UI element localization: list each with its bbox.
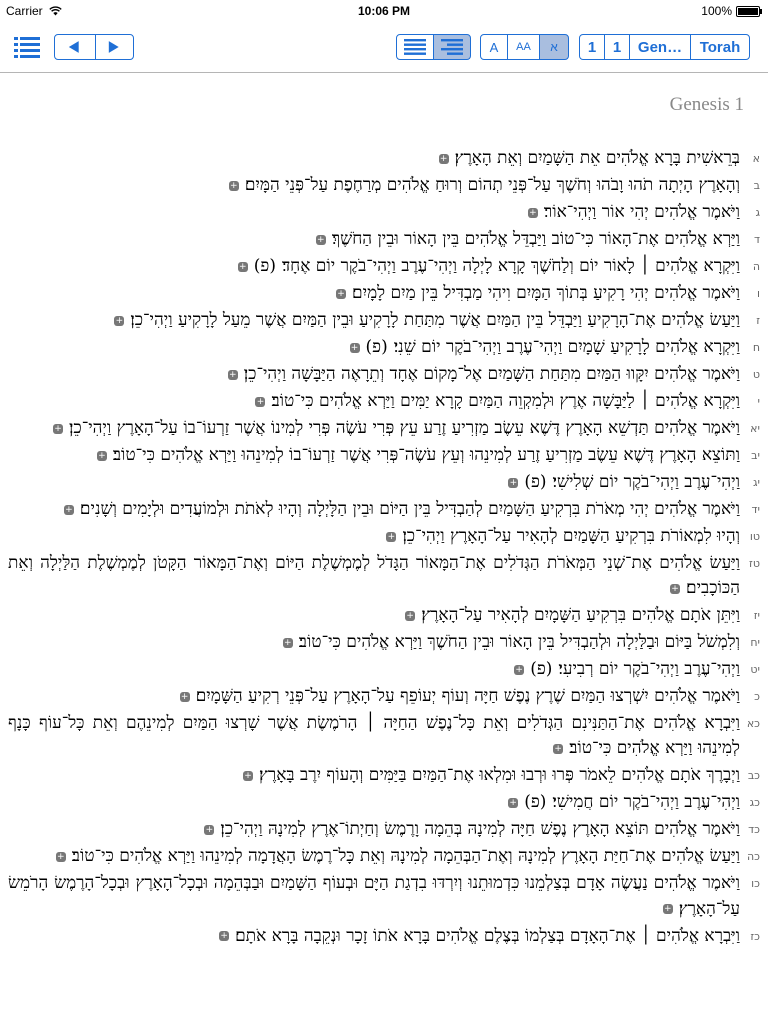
verse-number: ח	[752, 341, 760, 354]
previous-chapter-button[interactable]	[55, 35, 95, 59]
expand-commentary-icon[interactable]: +	[115, 315, 124, 326]
verse-number: יט	[750, 663, 760, 677]
verse-number: יב	[751, 449, 760, 462]
font-large-button[interactable]	[507, 34, 540, 60]
verse-row[interactable]	[8, 173, 760, 198]
verse-row[interactable]	[8, 551, 760, 601]
verse-number: יד	[751, 503, 760, 516]
petucha-marker: (פ)	[365, 337, 388, 357]
verse-number: כה	[746, 850, 760, 864]
expand-commentary-icon[interactable]: +	[98, 450, 106, 461]
expand-commentary-icon[interactable]: +	[663, 904, 672, 915]
verse-row[interactable]	[8, 711, 760, 761]
font-large-label: AA	[516, 41, 531, 53]
verse-number: כב	[747, 769, 760, 783]
expand-commentary-icon[interactable]: +	[317, 234, 325, 245]
verse-row[interactable]	[8, 227, 760, 252]
verse-row[interactable]	[8, 497, 760, 522]
verse-number: כג	[749, 796, 760, 810]
verse-text: וַיְהִי־עֶרֶב וַיְהִי־בֹקֶר יוֹם שְׁלִישִׁי׃	[552, 472, 740, 492]
verse-text: וַיִּבְרָא אֱלֹהִים אֶת־הַתַּנִּינִם הַגְּדֹלִים וְאֵת כָּל־נֶפֶשׁ הַחַיָּה ׀ הָרֹמֶשֶׂת אֲשֶׁר שָׁרְצוּ הַמַּיִם לְמִינֵהֶם וְאֵת כָּל־עוֹף כָּנָף לְמִינֵהוּ וַיַּרְא אֱלֹהִים כִּי־טוֹב׃	[8, 713, 740, 759]
carrier-label: Carrier	[6, 4, 43, 18]
verse-number: כז	[750, 929, 760, 943]
verse-number: יא	[750, 422, 760, 435]
battery-indicator	[701, 4, 760, 18]
verse-number: 1	[612, 38, 622, 56]
verse-text: וַיְהִי־עֶרֶב וַיְהִי־בֹקֶר יוֹם רְבִיעִי׃	[558, 659, 740, 680]
verse-text: וַיִּקְרָא אֱלֹהִים ׀ לַיַּבָּשָׁה אֶרֶץ וּלְמִקְוֵה הַמַּיִם קָרָא יַמִּים וַיַּרְא אֱלֹהִים כִּי־טוֹב׃	[271, 391, 740, 411]
expand-commentary-icon[interactable]: +	[387, 531, 396, 542]
verse-row[interactable]	[8, 817, 760, 842]
verse-text: וַיַּעַשׂ אֱלֹהִים אֶת־הָרָקִיעַ וַיַּבְדֵּל בֵּין הַמַּיִם אֲשֶׁר מִתַּחַת לָרָקִיעַ וּבֵין הַמַּיִם אֲשֶׁר מֵעַל לָרָקִיעַ וַיְהִי־כֵן׃	[130, 310, 740, 330]
align-right-button[interactable]	[433, 34, 471, 60]
verse-list	[8, 146, 760, 951]
verse-number: ג	[755, 206, 760, 219]
expand-commentary-icon[interactable]: +	[283, 637, 292, 648]
book-name: Gen…	[637, 38, 683, 56]
verse-row[interactable]	[8, 335, 760, 360]
verse-row[interactable]	[8, 416, 760, 441]
verse-text: וַתּוֹצֵא הָאָרֶץ דֶּשֶׁא עֵשֶׂב מַזְרִיעַ זֶרַע לְמִינֵהוּ וְעֵץ עֹשֶׂה־פְּרִי אֲשֶׁר זַרְעוֹ־בוֹ לְמִינֵהוּ וַיַּרְא אֱלֹהִים כִּי־טוֹב׃	[112, 445, 740, 465]
verse-text: וַיַּרְא אֱלֹהִים אֶת־הָאוֹר כִּי־טוֹב וַיַּבְדֵּל אֱלֹהִים בֵּין הָאוֹר וּבֵין הַחֹשֶׁךְ׃	[331, 229, 740, 249]
verse-text: וַיֹּאמֶר אֱלֹהִים תּוֹצֵא הָאָרֶץ נֶפֶשׁ חַיָּה לְמִינָהּ בְּהֵמָה וָרֶמֶשׂ וְחַיְתוֹ־אֶרֶץ לְמִינָהּ וַיְהִי־כֵן׃	[220, 819, 740, 840]
expand-commentary-icon[interactable]: +	[515, 664, 523, 675]
verse-text: וַיֹּאמֶר אֱלֹהִים יְהִי מְאֹרֹת בִּרְקִיעַ הַשָּׁמַיִם לְהַבְדִּיל בֵּין הַיּוֹם וּבֵין הַלָּיְלָה וְהָיוּ לְאֹתֹת וּלְמוֹעֲדִים וּלְיָמִים וְשָׁנִים׃	[79, 499, 740, 519]
expand-commentary-icon[interactable]: +	[220, 931, 228, 942]
battery-icon	[736, 6, 760, 17]
expand-commentary-icon[interactable]: +	[337, 288, 345, 299]
verse-number: א	[752, 152, 760, 165]
verse-text: וַיִּתֵּן אֹתָם אֱלֹהִים בִּרְקִיעַ הַשָּׁמָיִם לְהָאִיר עַל־הָאָרֶץ׃	[421, 605, 740, 626]
collection-selector-button[interactable]	[690, 34, 750, 60]
clock: 10:06 PM	[357, 4, 411, 18]
verse-row[interactable]	[8, 657, 760, 682]
collection-name: Torah	[699, 38, 741, 56]
font-hebrew-label: א	[550, 40, 558, 54]
verse-row[interactable]	[8, 790, 760, 815]
verse-row[interactable]	[8, 362, 760, 387]
align-justify-button[interactable]	[396, 34, 434, 60]
verse-text: וַיֹּאמֶר אֱלֹהִים יְהִי רָקִיעַ בְּתוֹךְ הַמָּיִם וִיהִי מַבְדִּיל בֵּין מַיִם לָמָיִם׃	[352, 283, 740, 303]
verse-number: יז	[753, 609, 760, 623]
verse-text: וְהָאָרֶץ הָיְתָה תֹהוּ וָבֹהוּ וְחֹשֶׁךְ עַל־פְּנֵי תְהוֹם וְרוּחַ אֱלֹהִים מְרַחֶפֶת עַל־פְּנֵי הַמָּיִם׃	[244, 175, 740, 195]
verse-text: וַיְבָרֶךְ אֹתָם אֱלֹהִים לֵאמֹר פְּרוּ וּרְבוּ וּמִלְאוּ אֶת־הַמַּיִם בַּיַּמִּים וְהָעוֹף יִרֶב בָּאָרֶץ׃	[259, 765, 740, 786]
expand-commentary-icon[interactable]: +	[239, 261, 247, 272]
verse-number: ה	[752, 260, 760, 273]
book-selector-button[interactable]	[629, 34, 691, 60]
verse-text: וְהָיוּ לִמְאוֹרֹת בִּרְקִיעַ הַשָּׁמַיִם לְהָאִיר עַל־הָאָרֶץ וַיְהִי־כֵן׃	[402, 526, 740, 546]
align-right-icon	[441, 39, 463, 55]
verse-number: ט	[752, 368, 760, 381]
verse-selector-button[interactable]	[604, 34, 630, 60]
expand-commentary-icon[interactable]: +	[509, 797, 517, 808]
expand-commentary-icon[interactable]: +	[529, 207, 537, 218]
align-justify-icon	[404, 39, 426, 55]
verse-row[interactable]	[8, 871, 760, 921]
font-small-label: A	[489, 39, 499, 55]
chapter-title: Genesis 1	[669, 94, 744, 115]
verse-number: כד	[748, 823, 760, 837]
verse-text: וַיַּעַשׂ אֱלֹהִים אֶת־שְׁנֵי הַמְּאֹרֹת הַגְּדֹלִים אֶת־הַמָּאוֹר הַגָּדֹל לְמֶמְשֶׁלֶת הַיּוֹם וְאֶת־הַמָּאוֹר הַקָּטֹן לְמֶמְשֶׁלֶת הַלַּיְלָה וְאֵת הַכּוֹכָבִים׃	[8, 553, 740, 599]
expand-commentary-icon[interactable]: +	[406, 610, 414, 621]
expand-commentary-icon[interactable]: +	[509, 477, 518, 488]
expand-commentary-icon[interactable]: +	[671, 583, 679, 594]
nav-buttons	[54, 34, 134, 60]
expand-commentary-icon[interactable]: +	[65, 504, 73, 515]
expand-commentary-icon[interactable]: +	[554, 743, 562, 754]
verse-number: ו	[757, 287, 760, 300]
petucha-marker: (פ)	[253, 256, 276, 276]
verse-row[interactable]	[8, 524, 760, 549]
expand-commentary-icon[interactable]: +	[54, 423, 62, 434]
verse-text: בְּרֵאשִׁית בָּרָא אֱלֹהִים אֵת הַשָּׁמַיִם וְאֵת הָאָרֶץ׃	[454, 148, 740, 168]
expand-commentary-icon[interactable]: +	[205, 824, 214, 835]
verse-text: וַיִּקְרָא אֱלֹהִים ׀ לָאוֹר יוֹם וְלַחֹשֶׁךְ קָרָא לָיְלָה וַיְהִי־עֶרֶב וַיְהִי־בֹקֶר יוֹם אֶחָד׃	[281, 256, 740, 276]
status-bar	[0, 0, 768, 22]
verse-number: י	[757, 395, 760, 408]
verse-text: וַיְהִי־עֶרֶב וַיְהִי־בֹקֶר יוֹם חֲמִישִׁי׃	[552, 792, 740, 813]
verse-text: וַיֹּאמֶר אֱלֹהִים יְהִי אוֹר וַיְהִי־אוֹר׃	[543, 202, 740, 222]
verse-row[interactable]	[8, 684, 760, 709]
verse-row[interactable]	[8, 308, 760, 333]
expand-commentary-icon[interactable]: +	[56, 851, 65, 862]
verse-number: ד	[753, 233, 760, 246]
petucha-marker: (פ)	[530, 659, 553, 680]
battery-label: 100%	[701, 4, 732, 18]
expand-commentary-icon[interactable]: +	[244, 770, 252, 781]
verse-row[interactable]	[8, 200, 760, 225]
verse-number: ז	[756, 314, 760, 327]
verse-row[interactable]	[8, 630, 760, 655]
verse-number: ב	[753, 179, 760, 192]
verse-row[interactable]	[8, 254, 760, 279]
verse-row[interactable]	[8, 763, 760, 788]
expand-commentary-icon[interactable]: +	[256, 396, 265, 407]
petucha-marker: (פ)	[524, 792, 547, 813]
verse-row[interactable]	[8, 281, 760, 306]
verse-row[interactable]	[8, 443, 760, 468]
verse-row[interactable]	[8, 844, 760, 869]
font-hebrew-button[interactable]	[539, 34, 569, 60]
verse-number: יג	[753, 476, 760, 489]
verse-number: טו	[749, 530, 760, 543]
verse-text: וַיִּקְרָא אֱלֹהִים לָרָקִיעַ שָׁמָיִם וַיְהִי־עֶרֶב וַיְהִי־בֹקֶר יוֹם שֵׁנִי׃	[393, 337, 740, 357]
verse-number: כא	[746, 717, 760, 731]
verse-row[interactable]	[8, 470, 760, 495]
expand-commentary-icon[interactable]: +	[180, 691, 189, 702]
verse-text: וַיֹּאמֶר אֱלֹהִים יִשְׁרְצוּ הַמַּיִם שֶׁרֶץ נֶפֶשׁ חַיָּה וְעוֹף יְעוֹפֵף עַל־הָאָרֶץ עַל־פְּנֵי רְקִיעַ הַשָּׁמָיִם׃	[195, 686, 740, 707]
expand-commentary-icon[interactable]: +	[229, 369, 237, 380]
verse-number: טז	[749, 557, 760, 570]
chapter-selector-button[interactable]	[579, 34, 605, 60]
verse-row[interactable]	[8, 924, 760, 949]
toolbar	[0, 22, 768, 73]
verse-row[interactable]	[8, 603, 760, 628]
list-icon[interactable]	[14, 36, 40, 58]
expand-commentary-icon[interactable]: +	[439, 153, 448, 164]
verse-text: וַיֹּאמֶר אֱלֹהִים תַּדְשֵׁא הָאָרֶץ דֶּשֶׁא עֵשֶׂב מַזְרִיעַ זֶרַע עֵץ פְּרִי עֹשֶׂה פְּרִי לְמִינוֹ אֲשֶׁר זַרְעוֹ־בוֹ עַל־הָאָרֶץ וַיְהִי־כֵן׃	[69, 418, 740, 438]
verse-number: כ	[754, 690, 760, 704]
verse-text: וַיַּעַשׂ אֱלֹהִים אֶת־חַיַּת הָאָרֶץ לְמִינָהּ וְאֶת־הַבְּהֵמָה לְמִינָהּ וְאֵת כָּל־רֶמֶשׂ הָאֲדָמָה לְמִינֵהוּ וַיַּרְא אֱלֹהִים כִּי־טוֹב׃	[71, 846, 740, 867]
verse-text: וַיֹּאמֶר אֱלֹהִים יִקָּווּ הַמַּיִם מִתַּחַת הַשָּׁמַיִם אֶל־מָקוֹם אֶחָד וְתֵרָאֶה הַיַּבָּשָׁה וַיְהִי־כֵן׃	[243, 364, 740, 384]
petucha-marker: (פ)	[524, 472, 547, 492]
font-small-button[interactable]	[480, 34, 508, 60]
expand-commentary-icon[interactable]: +	[230, 180, 238, 191]
expand-commentary-icon[interactable]: +	[350, 342, 359, 353]
verse-number: כו	[751, 877, 760, 891]
verse-row[interactable]	[8, 389, 760, 414]
verse-text: וַיֹּאמֶר אֱלֹהִים נַעֲשֶׂה אָדָם בְּצַלְמֵנוּ כִּדְמוּתֵנוּ וְיִרְדּוּ בִדְגַת הַיָּם וּבְעוֹף הַשָּׁמַיִם וּבַבְּהֵמָה וּבְכָל־הָאָרֶץ וּבְכָל־הָרֶמֶשׂ הָרֹמֵשׂ עַל־הָאָרֶץ׃	[8, 873, 740, 919]
verse-text: וַיִּבְרָא אֱלֹהִים ׀ אֶת־הָאָדָם בְּצַלְמוֹ בְּצֶלֶם אֱלֹהִים בָּרָא אֹתוֹ זָכָר וּנְקֵבָה בָּרָא אֹתָם׃	[235, 925, 740, 946]
chapter-number: 1	[587, 38, 597, 56]
next-chapter-button[interactable]	[95, 35, 133, 59]
verse-number: יח	[750, 636, 760, 650]
verse-row[interactable]	[8, 146, 760, 171]
verse-text: וְלִמְשֹׁל בַּיּוֹם וּבַלַּיְלָה וּלְהַבְדִּיל בֵּין הָאוֹר וּבֵין הַחֹשֶׁךְ וַיַּרְא אֱלֹהִים כִּי־טוֹב׃	[298, 632, 740, 653]
